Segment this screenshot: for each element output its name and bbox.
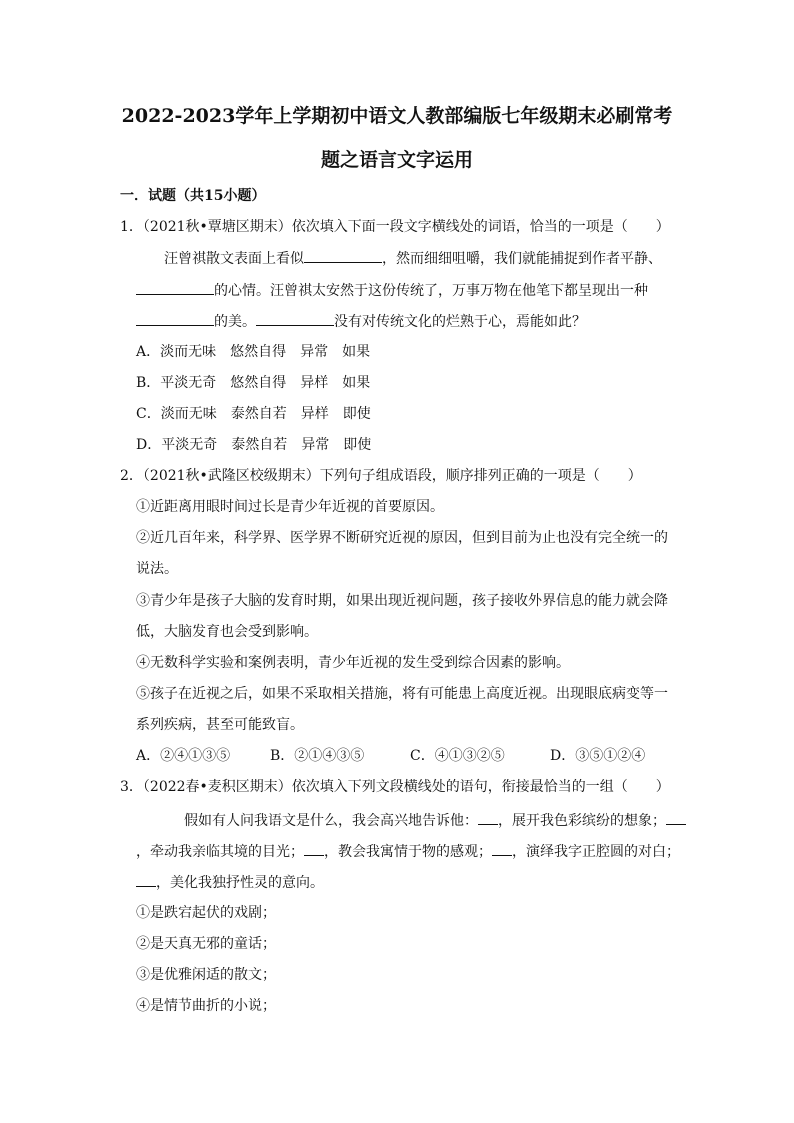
fill-blank bbox=[136, 311, 214, 326]
q2-stem: 2．（2021秋•武隆区校级期末）下列句子组成语段，顺序排列正确的一项是（ ） bbox=[120, 468, 642, 484]
q3-passage-text: 假如有人问我语文是什么，我会高兴地告诉他： bbox=[184, 813, 478, 829]
q3-passage-text: ，展开我色彩缤纷的想象； bbox=[498, 813, 666, 829]
q1-stem: 1．（2021秋•覃塘区期末）依次填入下面一段文字横线处的词语，恰当的一项是（ ） bbox=[120, 219, 670, 235]
q2-item: ②近几百年来，科学界、医学界不断研究近视的原因，但到目前为止也没有完全统一的 bbox=[136, 530, 668, 546]
q1-passage-text: ，然而细细咀嚼，我们就能捕捉到作者平静、 bbox=[382, 251, 662, 267]
q3-passage-text: ，美化我独抒性灵的意向。 bbox=[156, 875, 324, 891]
q1-option-b: B．平淡无奇 悠然自得 异样 如果 bbox=[136, 375, 371, 391]
q3-item: ④是情节曲折的小说； bbox=[136, 998, 276, 1014]
q2-option-d: D．③⑤①②④ bbox=[550, 748, 646, 764]
q1-option-d: D．平淡无奇 泰然自若 异常 即使 bbox=[136, 437, 372, 453]
q3-passage-line-2 bbox=[136, 841, 680, 862]
fill-blank bbox=[136, 280, 214, 295]
q3-item: ①是跌宕起伏的戏剧； bbox=[136, 905, 276, 921]
fill-blank bbox=[304, 248, 382, 263]
q1-passage-text: 汪曾祺散文表面上看似 bbox=[164, 251, 304, 267]
q3-passage-text: ，教会我寓情于物的感观； bbox=[324, 844, 492, 860]
fill-blank bbox=[478, 810, 498, 825]
fill-blank bbox=[304, 841, 324, 856]
document-title-line-2: 题之语言文字运用 bbox=[320, 149, 473, 171]
fill-blank bbox=[256, 311, 334, 326]
q2-options bbox=[136, 746, 645, 766]
q2-item: 系列疾病，甚至可能致盲。 bbox=[136, 717, 304, 733]
q3-passage-line-1 bbox=[184, 810, 686, 831]
q2-option-c: C．④①③②⑤ bbox=[410, 748, 505, 764]
q3-passage-text: ，牵动我亲临其境的目光； bbox=[136, 844, 304, 860]
q1-passage-line-1 bbox=[164, 248, 662, 269]
q2-item: 说法。 bbox=[136, 561, 178, 577]
q3-item: ②是天真无邪的童话； bbox=[136, 936, 276, 952]
q2-item: 低，大脑发育也会受到影响。 bbox=[136, 624, 318, 640]
q2-item: ①近距离用眼时间过长是青少年近视的首要原因。 bbox=[136, 499, 444, 515]
fill-blank bbox=[136, 872, 156, 887]
q3-stem: 3．（2022春•麦积区期末）依次填入下列文段横线处的语句，衔接最恰当的一组（ ） bbox=[120, 779, 670, 795]
q3-passage-text: ，演绎我字正腔圆的对白； bbox=[512, 844, 680, 860]
q2-option-a: A．②④①③⑤ bbox=[136, 748, 231, 764]
q2-item: ④无数科学实验和案例表明，青少年近视的发生受到综合因素的影响。 bbox=[136, 655, 570, 671]
fill-blank bbox=[492, 841, 512, 856]
q1-option-a: A．淡而无味 悠然自得 异常 如果 bbox=[136, 344, 371, 360]
q1-passage-text: 的美。 bbox=[214, 314, 256, 330]
section-heading: 一．试题（共15小题） bbox=[120, 188, 266, 204]
q3-passage-line-3 bbox=[136, 872, 324, 893]
fill-blank bbox=[666, 810, 686, 825]
q2-option-b: B．②①④③⑤ bbox=[270, 748, 365, 764]
document-title-line-1: 2022-2023学年上学期初中语文人教部编版七年级期末必刷常考 bbox=[121, 105, 673, 127]
q3-item: ③是优雅闲适的散文； bbox=[136, 967, 276, 983]
q1-passage-text: 没有对传统文化的烂熟于心，焉能如此？ bbox=[334, 314, 586, 330]
q2-item: ⑤孩子在近视之后，如果不采取相关措施，将有可能患上高度近视。出现眼底病变等一 bbox=[136, 686, 668, 702]
q1-option-c: C．淡而无味 泰然自若 异样 即使 bbox=[136, 406, 371, 422]
q1-passage-line-3 bbox=[136, 311, 586, 332]
q2-item: ③青少年是孩子大脑的发育时期，如果出现近视问题，孩子接收外界信息的能力就会降 bbox=[136, 593, 668, 609]
q1-passage-line-2 bbox=[136, 280, 648, 301]
q1-passage-text: 的心情。汪曾祺太安然于这份传统了，万事万物在他笔下都呈现出一种 bbox=[214, 283, 648, 299]
